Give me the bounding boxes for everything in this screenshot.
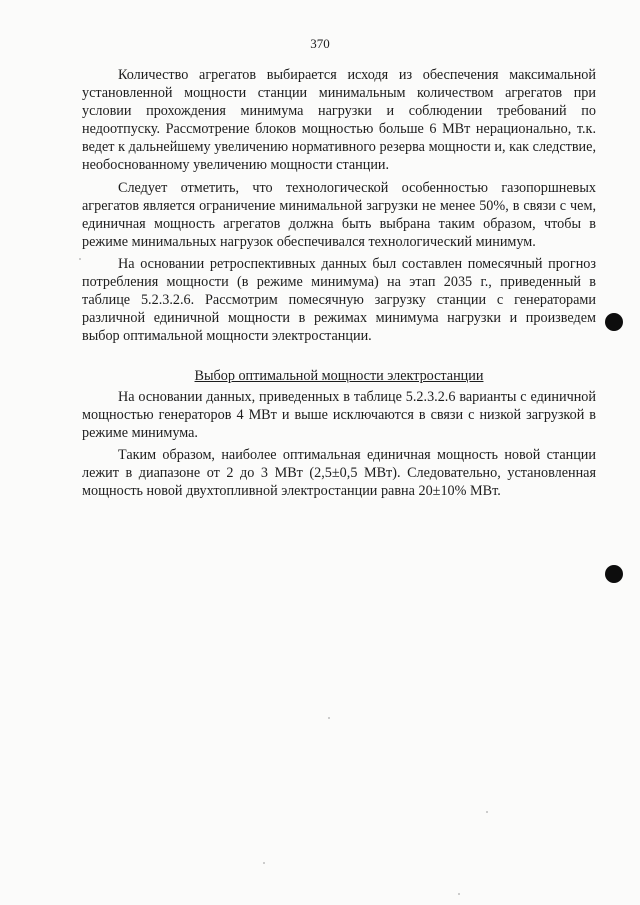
paragraph-conclusion: Таким образом, наиболее оптимальная единичная мощность новой станции лежит в диапазоне от 2 до 3 МВт (2,5±0,5 МВт). Следовательно, установленная мощность новой двухтопливной электростанции равна 20±10% МВт. — [82, 446, 596, 499]
paragraph-min-load: Следует отметить, что технологической особенностью газопоршневых агрегатов является ограничение минимальной загрузки не менее 50%, в связи с чем, единичная мощность агрегатов должна быть выбрана таким образом, чтобы в режиме минимальных нагрузок обеспечивался технологический минимум. — [82, 179, 596, 250]
scan-speck — [486, 811, 488, 813]
punch-hole-mark — [605, 313, 623, 331]
page-number: 370 — [310, 36, 330, 51]
scan-speck — [328, 717, 330, 719]
punch-hole-mark — [605, 565, 623, 583]
document-body — [82, 66, 596, 504]
scan-speck — [263, 862, 265, 864]
paragraph-unit-count: Количество агрегатов выбирается исходя из обеспечения максимальной установленной мощности станции минимальным количеством агрегатов при условии прохождения минимума нагрузки и соблюдении требований по недоотпуску. Рассмотрение блоков мощностью больше 6 МВт нерационально, т.к. ведет к дальнейшему увеличению нормативного резерва мощности и, как следствие, необоснованному увеличению мощности станции. — [82, 67, 596, 174]
paragraph-exclusion: На основании данных, приведенных в таблице 5.2.3.2.6 варианты с единичной мощностью генераторов 4 МВт и выше исключаются в связи с низкой загрузкой в режиме минимума. — [82, 388, 596, 441]
scan-speck — [458, 893, 460, 895]
section-heading: Выбор оптимальной мощности электростанции — [194, 368, 484, 385]
scan-speck — [79, 258, 81, 260]
paragraph-forecast: На основании ретроспективных данных был составлен помесячный прогноз потребления мощности (в режиме минимума) на этап 2035 г., приведенный в таблице 5.2.3.2.6. Рассмотрим помесячную загрузку станции с генераторами различной единичной мощности в режимах минимума нагрузки и произведем выбор оптимальной мощности электростанции. — [82, 255, 596, 345]
